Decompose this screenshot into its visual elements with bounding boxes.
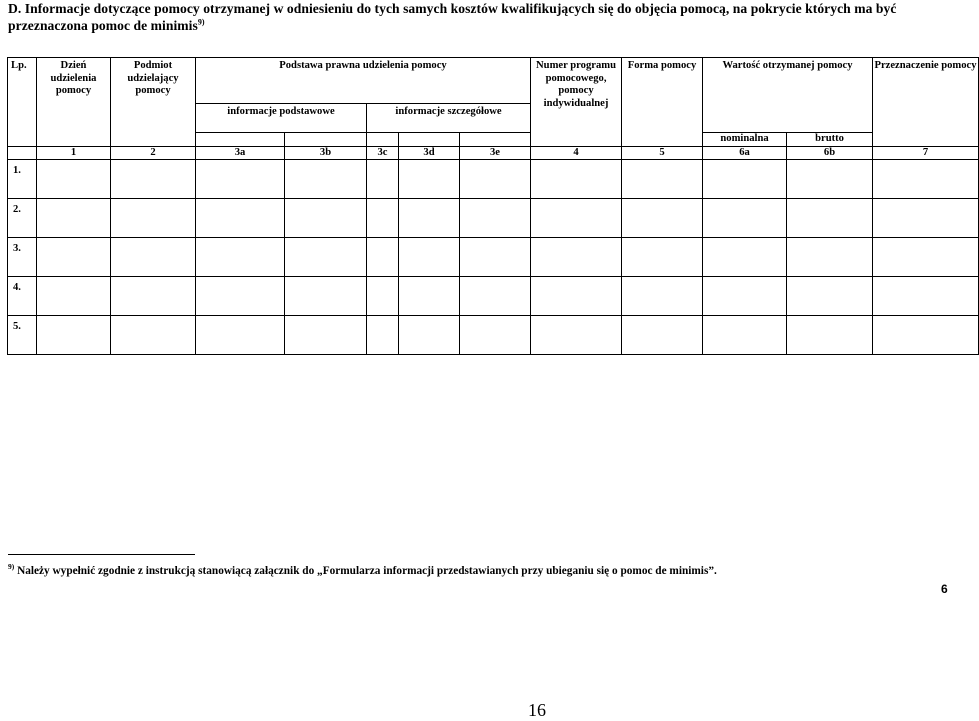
- row-label: 1.: [8, 159, 37, 198]
- table-cell[interactable]: [787, 237, 873, 276]
- header-blank-3e: [460, 133, 531, 147]
- header-detailed-info: informacje szczegółowe: [367, 104, 531, 133]
- table-row: [8, 315, 979, 354]
- aid-info-table: [7, 57, 979, 355]
- table-cell[interactable]: [531, 315, 622, 354]
- column-number: 3a: [196, 146, 285, 159]
- header-blank-3c: [367, 133, 399, 147]
- column-number: 3d: [399, 146, 460, 159]
- table-cell[interactable]: [367, 276, 399, 315]
- table-cell[interactable]: [787, 198, 873, 237]
- column-number-lp: [8, 146, 37, 159]
- page-marker: 6: [941, 582, 948, 596]
- header-form: Forma pomocy: [622, 58, 703, 147]
- table-cell[interactable]: [367, 315, 399, 354]
- row-label: 2.: [8, 198, 37, 237]
- table-row: [8, 198, 979, 237]
- table-cell[interactable]: [787, 159, 873, 198]
- table-cell[interactable]: [531, 198, 622, 237]
- column-number: 5: [622, 146, 703, 159]
- table-cell[interactable]: [622, 276, 703, 315]
- row-label: 5.: [8, 315, 37, 354]
- table-cell[interactable]: [285, 198, 367, 237]
- header-blank-3a: [196, 133, 285, 147]
- table-row: [8, 159, 979, 198]
- table-cell[interactable]: [460, 276, 531, 315]
- column-number: 7: [873, 146, 979, 159]
- table-cell[interactable]: [787, 315, 873, 354]
- table-cell[interactable]: [111, 159, 196, 198]
- table-cell[interactable]: [111, 276, 196, 315]
- table-row: [8, 276, 979, 315]
- header-program: Numer programu pomocowego, pomocy indywidualnej: [531, 58, 622, 147]
- table-cell[interactable]: [196, 276, 285, 315]
- table-cell[interactable]: [873, 159, 979, 198]
- table-cell[interactable]: [37, 198, 111, 237]
- table-cell[interactable]: [111, 237, 196, 276]
- table-row: [8, 237, 979, 276]
- table-cell[interactable]: [460, 198, 531, 237]
- table-cell[interactable]: [873, 315, 979, 354]
- column-number: 6a: [703, 146, 787, 159]
- column-number: 3c: [367, 146, 399, 159]
- row-label: 3.: [8, 237, 37, 276]
- table-cell[interactable]: [399, 315, 460, 354]
- column-number: 3b: [285, 146, 367, 159]
- table-cell[interactable]: [703, 315, 787, 354]
- table-cell[interactable]: [531, 159, 622, 198]
- table-cell[interactable]: [703, 198, 787, 237]
- table-cell[interactable]: [460, 315, 531, 354]
- table-cell[interactable]: [622, 159, 703, 198]
- table-cell[interactable]: [531, 237, 622, 276]
- table-cell[interactable]: [37, 159, 111, 198]
- table-cell[interactable]: [196, 198, 285, 237]
- title-footnote-ref: 9): [197, 17, 205, 27]
- footnote-marker: 9): [8, 562, 15, 572]
- header-nominal: nominalna: [703, 133, 787, 147]
- table-cell[interactable]: [873, 276, 979, 315]
- header-entity: Podmiot udzielający pomocy: [111, 58, 196, 147]
- page-number: 16: [528, 700, 546, 720]
- header-purpose: Przeznaczenie pomocy: [873, 58, 979, 147]
- header-lp: Lp.: [8, 58, 37, 147]
- column-number: 1: [37, 146, 111, 159]
- table-cell[interactable]: [367, 237, 399, 276]
- table-cell[interactable]: [37, 276, 111, 315]
- table-cell[interactable]: [196, 315, 285, 354]
- table-cell[interactable]: [285, 159, 367, 198]
- table-cell[interactable]: [622, 198, 703, 237]
- footnote-text: Należy wypełnić zgodnie z instrukcją stanowiącą załącznik do „Formularza informacji przedstawianych przy ubieganiu się o pomoc de minimis”.: [17, 565, 717, 577]
- table-cell[interactable]: [285, 237, 367, 276]
- footnote-divider: [8, 554, 195, 555]
- table-cell[interactable]: [873, 198, 979, 237]
- table-cell[interactable]: [460, 159, 531, 198]
- table-cell[interactable]: [37, 315, 111, 354]
- table-cell[interactable]: [622, 315, 703, 354]
- header-legal-basis: Podstawa prawna udzielenia pomocy: [196, 58, 531, 104]
- table-cell[interactable]: [787, 276, 873, 315]
- table-cell[interactable]: [285, 315, 367, 354]
- table-cell[interactable]: [873, 237, 979, 276]
- row-label: 4.: [8, 276, 37, 315]
- table-cell[interactable]: [703, 237, 787, 276]
- table-cell[interactable]: [111, 315, 196, 354]
- section-title-text: D. Informacje dotyczące pomocy otrzymanej w odniesieniu do tych samych kosztów kwalifikujących się do objęcia pomocą, na pokrycie których ma być przeznaczona pomoc de minimis: [8, 1, 897, 33]
- header-blank-3d: [399, 133, 460, 147]
- table-cell[interactable]: [703, 276, 787, 315]
- table-cell[interactable]: [622, 237, 703, 276]
- header-basic-info: informacje podstawowe: [196, 104, 367, 133]
- column-number: 6b: [787, 146, 873, 159]
- header-day: Dzień udzielenia pomocy: [37, 58, 111, 147]
- table-cell[interactable]: [367, 198, 399, 237]
- header-blank-3b: [285, 133, 367, 147]
- table-cell[interactable]: [703, 159, 787, 198]
- column-number: 2: [111, 146, 196, 159]
- header-gross: brutto: [787, 133, 873, 147]
- table-cell[interactable]: [399, 237, 460, 276]
- table-cell[interactable]: [196, 159, 285, 198]
- column-number: 3e: [460, 146, 531, 159]
- column-number: 4: [531, 146, 622, 159]
- table-cell[interactable]: [399, 276, 460, 315]
- table-cell[interactable]: [196, 237, 285, 276]
- table-cell[interactable]: [460, 237, 531, 276]
- header-value: Wartość otrzymanej pomocy: [703, 58, 873, 133]
- table-cell[interactable]: [367, 159, 399, 198]
- table-cell[interactable]: [37, 237, 111, 276]
- table-cell[interactable]: [399, 198, 460, 237]
- table-cell[interactable]: [285, 276, 367, 315]
- footnote: [8, 562, 717, 577]
- section-title: [8, 0, 956, 34]
- table-cell[interactable]: [111, 198, 196, 237]
- table-cell[interactable]: [399, 159, 460, 198]
- table-cell[interactable]: [531, 276, 622, 315]
